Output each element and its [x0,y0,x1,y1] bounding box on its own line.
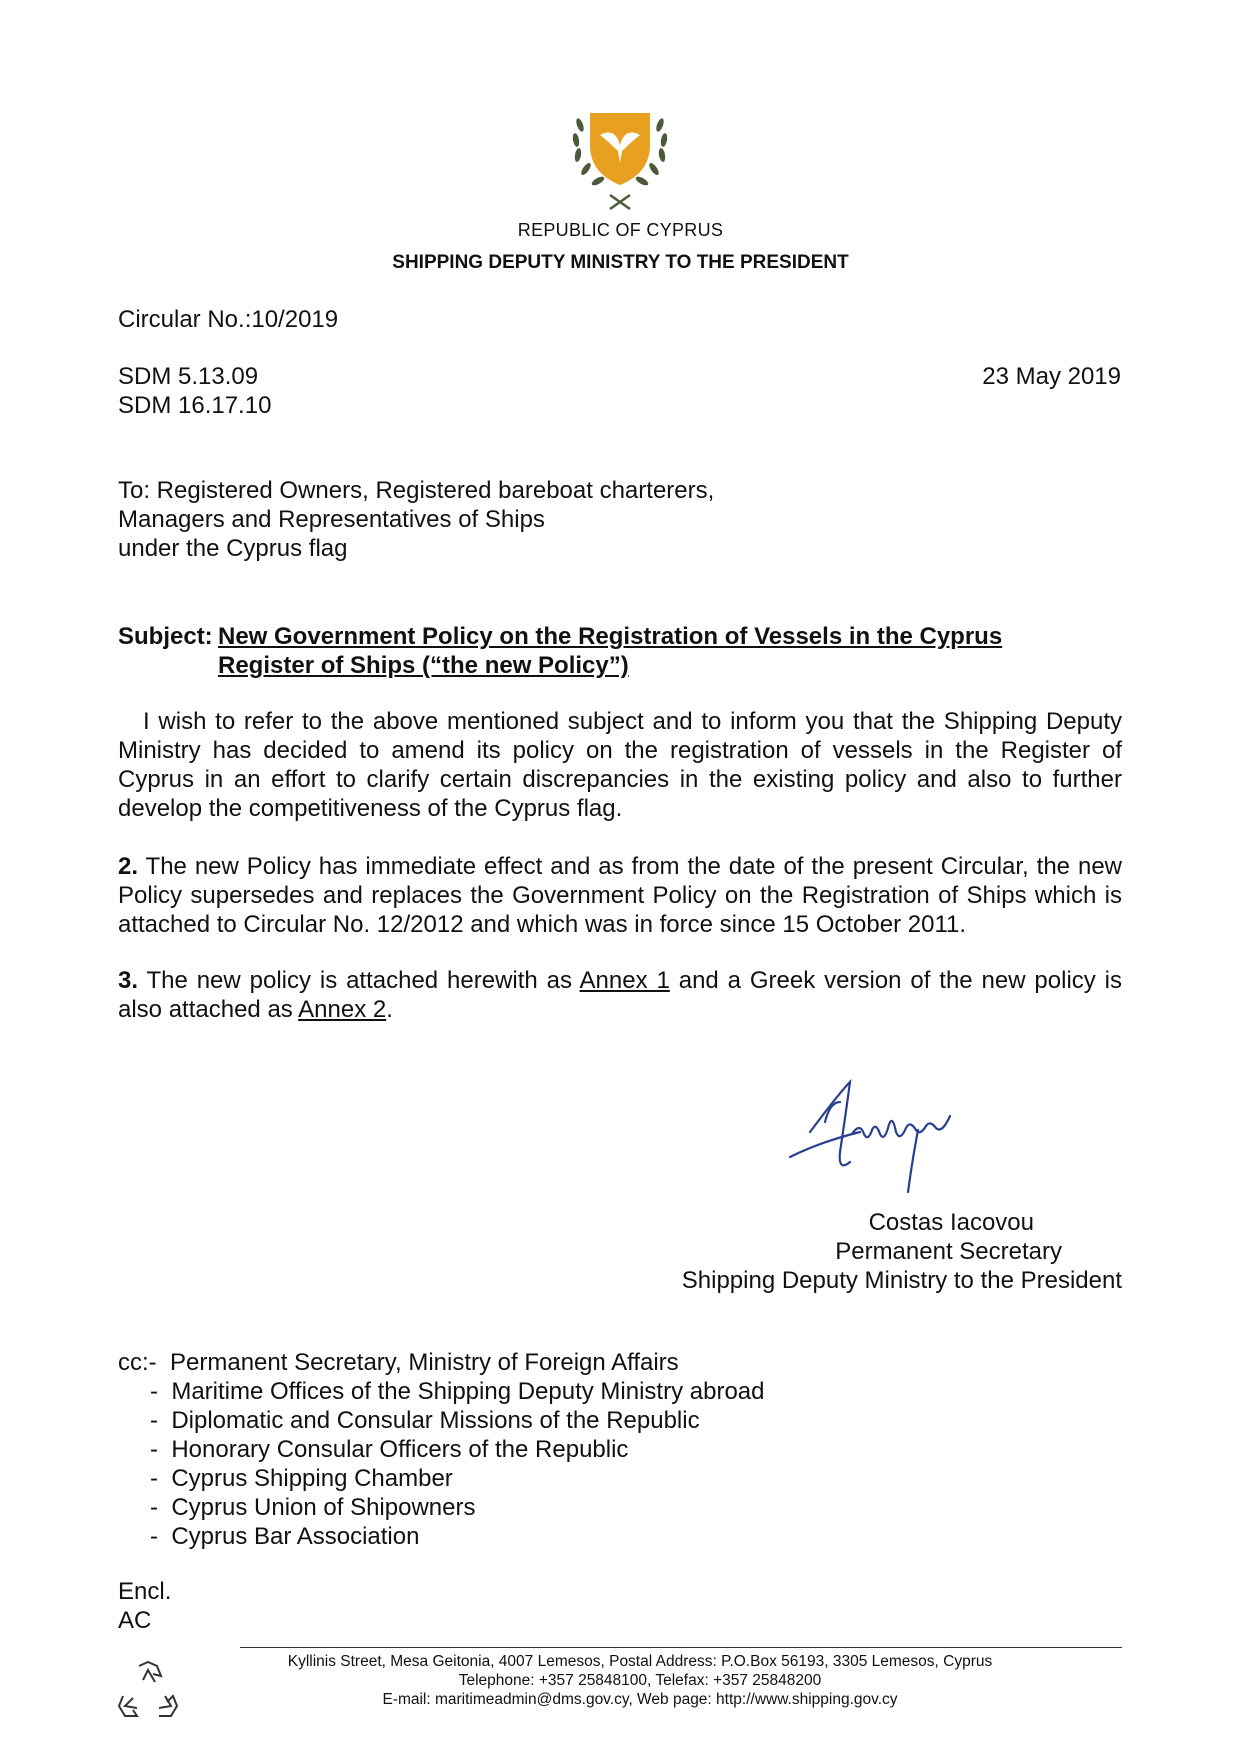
addressee-line: To: Registered Owners, Registered bareboat charterers, [118,477,715,504]
addressee-line: under the Cyprus flag [118,535,348,562]
handwritten-signature [780,1072,980,1212]
footer-phone: Telephone: +357 25848100, Telefax: +357 25848200 [458,1672,822,1689]
paragraph-text: The new Policy has immediate effect and as from the date of the present Circular, the new Policy supersedes and replaces the Government Policy on the Registration of Ships which is attached to Circular No. 12/2012 and which was in force since 15 October 2011. [118,853,1123,938]
signatory-block [640,1208,1122,1295]
cc-header [118,1348,679,1377]
cc-list-item: - Maritime Offices of the Shipping Deputy Ministry abroad [150,1378,765,1405]
cc-list-item: - Cyprus Bar Association [150,1523,420,1550]
signatory-name: Costas Iacovou [868,1209,1034,1236]
circular-number: Circular No.:10/2019 [118,306,339,333]
cc-list-item: - Cyprus Union of Shipowners [150,1494,476,1521]
subject-line: New Government Policy on the Registration of Vessels in the Cyprus [218,623,1003,650]
ministry-name: SHIPPING DEPUTY MINISTRY TO THE PRESIDENT [392,252,849,273]
cc-label: cc:- [118,1349,157,1376]
author-initials: AC [118,1607,152,1634]
cc-list [150,1377,764,1551]
paragraph-text: and a Greek version of the new policy is also attached as [118,967,1123,1023]
paragraph-3 [118,966,1122,1024]
annex-1-reference: Annex 1 [579,967,670,994]
paragraph-number: 3. [118,967,139,994]
reference-line: SDM 5.13.09 [118,363,259,390]
footer-address: Kyllinis Street, Mesa Geitonia, 4007 Lemesos, Postal Address: P.O.Box 56193, 3305 Lemesos, Cyprus [287,1653,993,1670]
cc-list-item: - Diplomatic and Consular Missions of the Republic [150,1407,700,1434]
addressee-line: Managers and Representatives of Ships [118,506,545,533]
reference-numbers [118,362,271,420]
signatory-title: Permanent Secretary [835,1238,1062,1265]
subject-text [218,622,1118,680]
paragraph-text: The new policy is attached herewith as [146,967,572,994]
enclosure-label: Encl. [118,1578,172,1605]
paragraph-number: 2. [118,853,139,880]
annex-2-reference: Annex 2 [298,996,387,1023]
paragraph-period: . [386,996,393,1023]
subject-label: Subject: [118,623,213,650]
addressees [118,476,714,563]
footer-divider [240,1647,1122,1648]
paragraph-1: I wish to refer to the above mentioned subject and to inform you that the Shipping Deputy Ministry has decided to amend its policy on the registration of vessels in the Register of Cyprus in an effort to clarify certain discrepancies in the existing policy and also to further develop the competitiveness of the Cyprus flag. [118,708,1122,822]
cc-first-recipient: Permanent Secretary, Ministry of Foreign Affairs [170,1349,679,1376]
letter-date: 23 May 2019 [982,363,1121,390]
cc-list-item: - Cyprus Shipping Chamber [150,1465,453,1492]
cc-list-item: - Honorary Consular Officers of the Republic [150,1436,629,1463]
paragraph-2 [118,852,1122,939]
cyprus-coat-of-arms-emblem [560,105,680,215]
subject-line: Register of Ships (“the new Policy”) [218,652,629,679]
enclosure-block [118,1577,171,1635]
footer [240,1652,1040,1709]
footer-contact: E-mail: maritimeadmin@dms.gov.cy, Web page: http://www.shipping.gov.cy [382,1691,898,1708]
recycle-icon [115,1660,181,1722]
reference-line: SDM 16.17.10 [118,392,272,419]
signatory-organization: Shipping Deputy Ministry to the President [681,1267,1122,1294]
country-name: REPUBLIC OF CYPRUS [517,220,724,240]
